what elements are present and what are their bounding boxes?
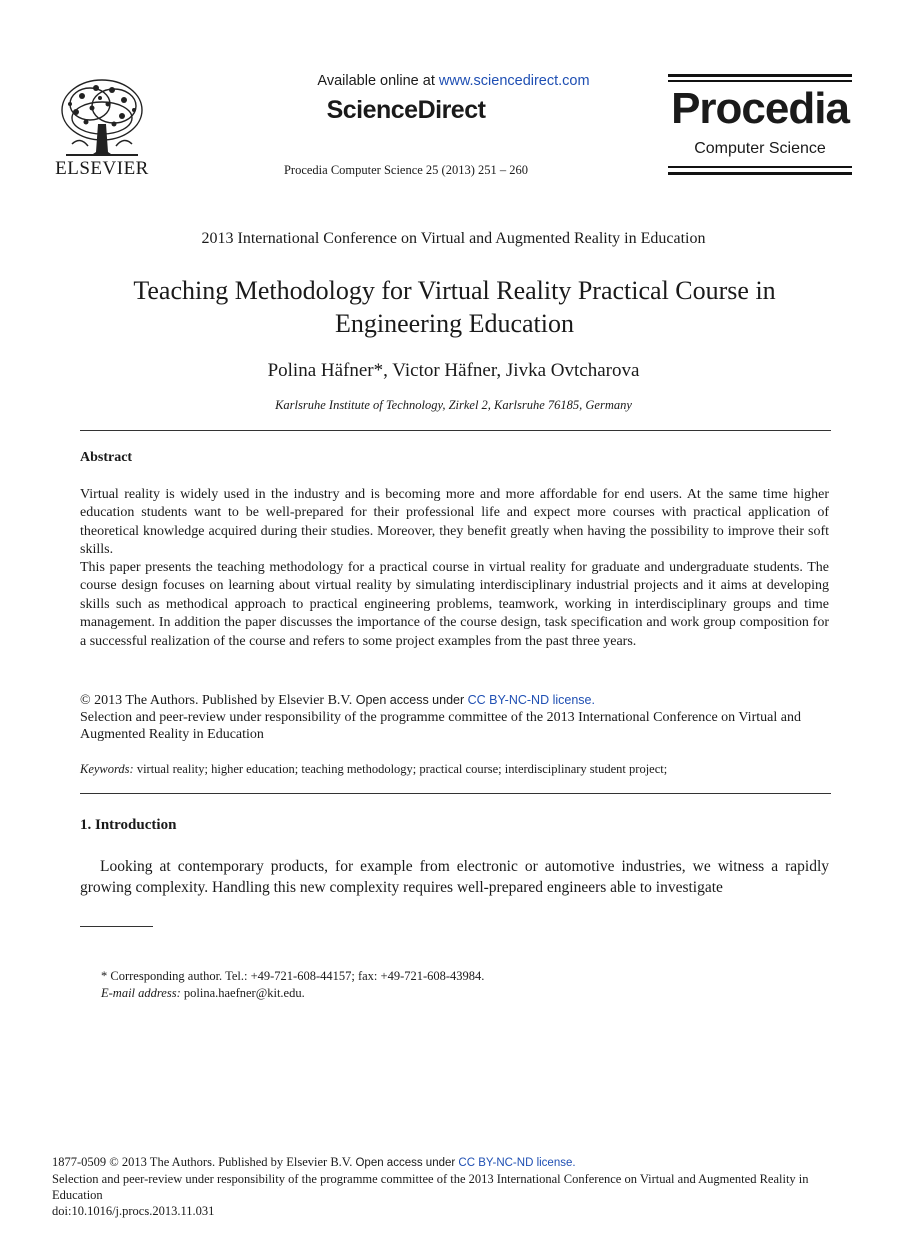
footer-license-link[interactable]: CC BY-NC-ND license. [458,1157,576,1169]
conference-name: 2013 International Conference on Virtual and Augmented Reality in Education [201,230,706,247]
email-label: E-mail address: [101,986,181,1000]
copyright-text: © 2013 The Authors. Published by Elsevier B.V. [80,693,356,708]
selection-text: Selection and peer-review under responsibility of the programme committee of the 2013 International Conference on Virtual and Augmented Reality in Education [80,710,801,742]
email-address[interactable]: polina.haefner@kit.edu. [180,986,305,1000]
procedia-subtitle: Computer Science [694,140,826,157]
logo-rule-top [668,74,852,77]
abstract-paragraph-2: This paper presents the teaching methodology for a practical course in virtual reality for graduate and undergraduate students. The course design focuses on learning about virtual reality by simulating interdisciplinary industrial projects and it aims at developing skills such as methodical approach to practical engineering problems, teamwork, working in interdisciplinary groups and time management. In addition the paper discusses the importance of the course design, task specification and work group composition for a successful realization of the course and refers to some project examples from the past three years. [80,560,829,649]
logo-rule-bottom-thin [668,166,852,168]
available-online-prefix: Available online at [317,73,439,89]
introduction-heading: 1. Introduction [80,817,177,833]
procedia-wordmark: Procedia [671,84,849,133]
paper-title [80,274,829,340]
introduction-text: Looking at contemporary products, for example from electronic or automotive industries, we witness a rapidly growing complexity. Handling this new complexity requires well-prepared engineers able to investigate [80,858,829,896]
copyright-notice [80,692,831,743]
issn-text: 1877-0509 © 2013 The Authors. Published by Elsevier B.V. [52,1155,356,1169]
author-list: Polina Häfner*, Victor Häfner, Jivka Ovtcharova [267,360,640,381]
email-footnote [101,986,305,1001]
doi[interactable]: doi:10.1016/j.procs.2013.11.031 [52,1204,215,1218]
keywords [80,762,831,777]
page-footer [52,1154,852,1219]
open-access-label: Open access under [355,693,468,707]
divider-top [80,430,831,431]
affiliation: Karlsruhe Institute of Technology, Zirkel 2, Karlsruhe 76185, Germany [275,398,632,412]
paper-title-line-1: Teaching Methodology for Virtual Reality Practical Course in [133,276,776,305]
footer-open-access-label: Open access under [355,1157,459,1169]
corresponding-author-footnote: * Corresponding author. Tel.: +49-721-608-44157; fax: +49-721-608-43984. [101,969,485,983]
license-link[interactable]: CC BY-NC-ND license. [467,693,595,707]
footer-selection-text: Selection and peer-review under responsibility of the programme committee of the 2013 International Conference on Virtual and Augmented Reality in Education [52,1172,809,1202]
abstract-paragraph-1: Virtual reality is widely used in the industry and is becoming more and more affordable for end users. At the same time higher education students want to be well-prepared for their professional life and expect more courses with practical application of theoretical knowledge acquired during their studies. Moreover, they benefit greatly when having the possibility to improve their soft skills. [80,487,829,558]
sciencedirect-wordmark: ScienceDirect [326,96,486,124]
paper-title-line-2: Engineering Education [335,309,574,338]
journal-reference: Procedia Computer Science 25 (2013) 251 – 260 [283,163,529,177]
elsevier-wordmark: ELSEVIER [55,158,149,179]
copyright-line [80,692,831,709]
logo-rule-bottom [668,172,852,175]
footnote-rule [80,926,153,927]
logo-rule-top-thin [668,80,852,82]
keywords-text: virtual reality; higher education; teaching methodology; practical course; interdisciplinary student project; [133,762,668,776]
sciencedirect-link[interactable]: www.sciencedirect.com [438,73,590,89]
issn-line [52,1154,852,1171]
keywords-label: Keywords: [80,762,134,776]
procedia-logo [668,74,852,176]
divider-bottom [80,793,831,794]
abstract-heading: Abstract [80,450,133,465]
